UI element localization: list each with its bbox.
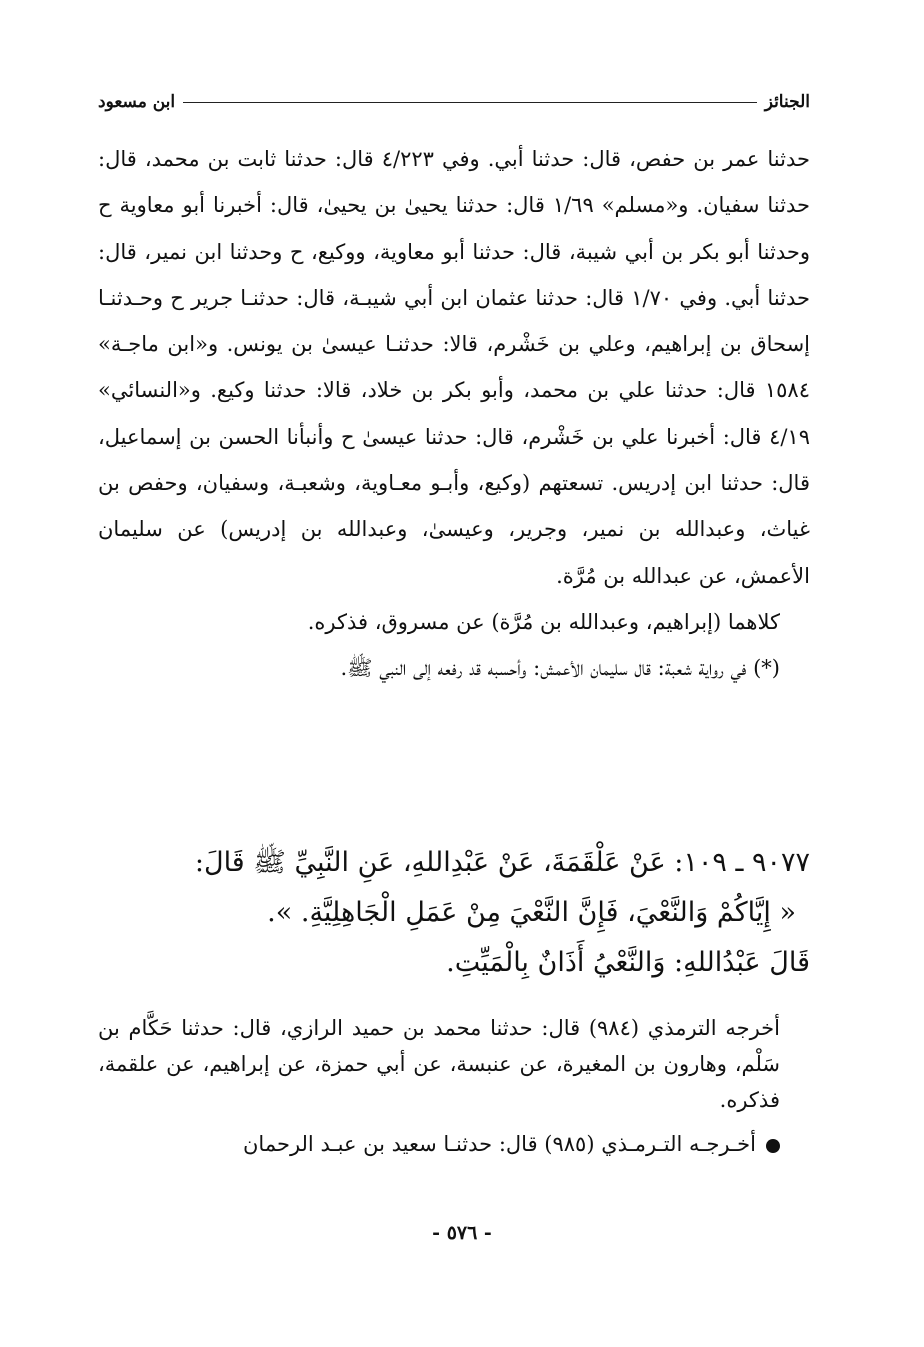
page-number: - ٥٧٦ - — [432, 1222, 492, 1244]
bullet-icon — [766, 1139, 780, 1153]
sources-paragraph: حدثنا عمر بن حفص، قال: حدثنا أبي. وفي ٤/٢٢٣ قال: حدثنا ثابت بن محمد، قال: حدثنا سفيان. و«مسلم» ١/٦٩ قال: حدثنا يحيىٰ بن يحيىٰ، قال: أخبرنا أبو معاوية ح وحدثنا أبو بكر بن أبي شيبة، قال: حدثنا أبو معاوية، ووكيع، ح وحدثنا ابن نمير، قال: حدثنا أبي. وفي ١/٧٠ قال: حدثنا عثمان ابن أبي شيبـة، قال: حدثنـا جرير ح وحـدثنـا إسحاق بن إبراهيم، وعلي بن خَشْرم، قالا: حدثنـا عيسىٰ بن يونس. و«ابن ماجـة» ١٥٨٤ قال: حدثنا علي بن محمد، وأبو بكر بن خلاد، قالا: حدثنا وكيع. و«النسائي» ٤/١٩ قال: أخبرنا علي بن خَشْرم، قال: حدثنا عيسىٰ ح وأنبأنا الحسن بن إسماعيل، قال: حدثنا ابن إدريس. تسعتهم (وكيع، وأبـو معـاوية، وشعبـة، وسفيان، وحفص بن غياث، وعبدالله بن نمير، وجرير، وعيسىٰ، وعبدالله بن إدريس) عن سليمان الأعمش، عن عبدالله بن مُرَّة. — [98, 147, 811, 588]
header-rule — [183, 102, 757, 103]
header-chapter-title: ابن مسعود — [98, 92, 176, 112]
sources-text — [98, 136, 810, 692]
hadith-line-2: « إِيَّاكُمْ وَالنَّعْيَ، فَإِنَّ النَّعْيَ مِنْ عَمَلِ الْجَاهِلِيَّةِ. ». — [267, 897, 796, 928]
takhrij-paragraph-2 — [98, 1126, 810, 1162]
takhrij-paragraph-2-text: أخـرجـه التـرمـذي (٩٨٥) قال: حدثنـا سعيد بن عبـد الرحمان — [243, 1132, 756, 1156]
hadith-line-1: ٩٠٧٧ ـ ١٠٩: عَنْ عَلْقَمَةَ، عَنْ عَبْدِاللهِ، عَنِ النَّبِيِّ ﷺ قَالَ: — [194, 847, 810, 878]
hadith-line-3: قَالَ عَبْدُاللهِ: وَالنَّعْيُ أَذَانٌ بِالْمَيِّتِ. — [446, 947, 810, 978]
running-header — [98, 88, 810, 116]
takhrij-paragraph-1: أخرجه الترمذي (٩٨٤) قال: حدثنا محمد بن حميد الرازي، قال: حدثنا حَكَّام بن سَلْم، وهارون بن المغيرة، عن عنبسة، عن أبي حمزة، عن إبراهيم، عن علقمة، فذكره. — [98, 1016, 780, 1112]
hadith-text — [98, 838, 810, 988]
sources-summary: كلاهما (إبراهيم، وعبدالله بن مُرَّة) عن مسروق، فذكره. — [307, 609, 780, 634]
header-section-title: الجنائز — [764, 92, 810, 112]
takhrij-text — [98, 1010, 810, 1162]
sources-footnote: (*) في رواية شعبة: قال سليمان الأعمش: وأحسبه قد رفعه إلى النبي ﷺ. — [340, 656, 780, 681]
